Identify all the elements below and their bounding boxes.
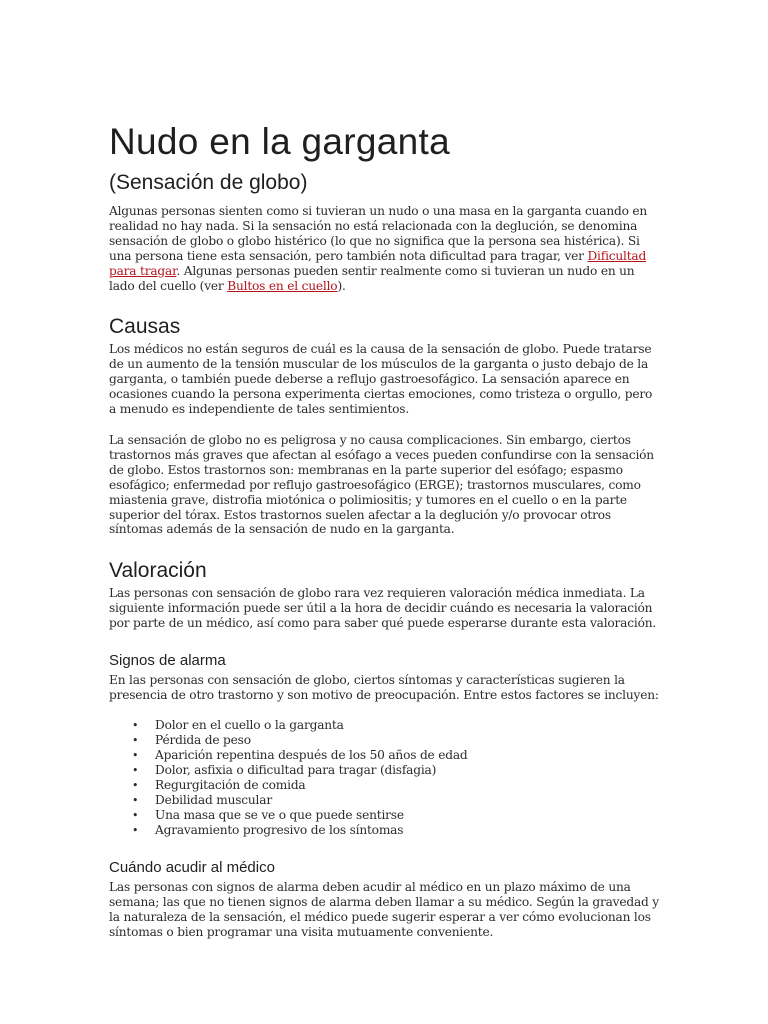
subsection-heading-cuando-acudir: Cuándo acudir al médico — [109, 858, 275, 876]
valoracion-paragraph: Las personas con sensación de globo rara vez requieren valoración médica inmediata. La siguiente información puede ser útil a la hora de decidir cuándo es necesaria la valoración por parte de un médico, así como para saber qué puede esperarse durante esta valoración. — [109, 586, 657, 631]
list-item: • Regurgitación de comida — [155, 778, 661, 793]
page-title: Nudo en la garganta — [109, 121, 451, 162]
link-bultos-en-el-cuello[interactable]: Bultos en el cuello — [227, 278, 338, 293]
list-item: • Agravamiento progresivo de los síntomas — [155, 823, 661, 838]
list-item: • Aparición repentina después de los 50 años de edad — [155, 748, 661, 763]
list-item: • Dolor en el cuello o la garganta — [155, 718, 661, 733]
intro-text-3: ). — [337, 278, 346, 293]
warning-signs-list — [109, 718, 661, 838]
list-item: • Una masa que se ve o que puede sentirse — [155, 808, 661, 823]
list-item: • Debilidad muscular — [155, 793, 661, 808]
list-item: • Dolor, asfixia o dificultad para tragar (disfagia) — [155, 763, 661, 778]
section-heading-valoracion: Valoración — [109, 559, 207, 583]
cuando-paragraph: Las personas con signos de alarma deben acudir al médico en un plazo máximo de una semana; las que no tienen signos de alarma deben llamar a su médico. Según la gravedad y la naturaleza de la sensación, el médico puede sugerir esperar a ver cómo evolucionan los síntomas o bien programar una visita mutuamente conveniente. — [109, 879, 659, 939]
subsection-heading-signos-de-alarma: Signos de alarma — [109, 652, 226, 670]
causas-paragraph-2: La sensación de globo no es peligrosa y no causa complicaciones. Sin embargo, ciertos trastornos más graves que afectan al esófago a veces pueden confundirse con la sensación de globo. Estos trastornos son: membranas en la parte superior del esófago; espasmo esofágico; enfermedad por reflujo gastroesofágico (ERGE); trastornos musculares, como miastenia grave, distrofia miotónica o polimiositis; y tumores en el cuello o en la parte superior del tórax. Estos trastornos suelen afectar a la deglución y/o provocar otros síntomas además de la sensación de nudo en la garganta. — [109, 432, 654, 537]
causas-paragraph-1: Los médicos no están seguros de cuál es la causa de la sensación de globo. Puede tratarse de un aumento de la tensión muscular de los músculos de la garganta o justo debajo de la garganta, o también puede deberse a reflujo gastroesofágico. La sensación aparece en ocasiones cuando la persona experimenta ciertas emociones, como tristeza o orgullo, pero a menudo es independiente de tales sentimientos. — [109, 342, 653, 417]
section-heading-causas: Causas — [109, 315, 181, 339]
list-item: • Pérdida de peso — [155, 733, 661, 748]
intro-text-2: . Algunas personas pueden sentir realmente como si tuvieran un nudo en un lado del cuello (ver — [109, 263, 635, 293]
link-dificultad-para-tragar[interactable]: Dificultad para tragar — [109, 248, 647, 278]
signos-paragraph: En las personas con sensación de globo, ciertos síntomas y características sugieren la presencia de otro trastorno y son motivo de preocupación. Entre estos factores se incluyen: — [109, 673, 659, 702]
intro-paragraph — [109, 204, 661, 293]
article — [109, 118, 661, 939]
intro-text-1: Algunas personas sienten como si tuvieran un nudo o una masa en la garganta cuando en realidad no hay nada. Si la sensación no está relacionada con la deglución, se denomina sensación de globo o globo histérico (lo que no significa que la persona sea histérica). Si una persona tiene esta sensación, pero también nota dificultad para tragar, ver — [109, 204, 648, 263]
page-subtitle: (Sensación de globo) — [109, 171, 308, 194]
